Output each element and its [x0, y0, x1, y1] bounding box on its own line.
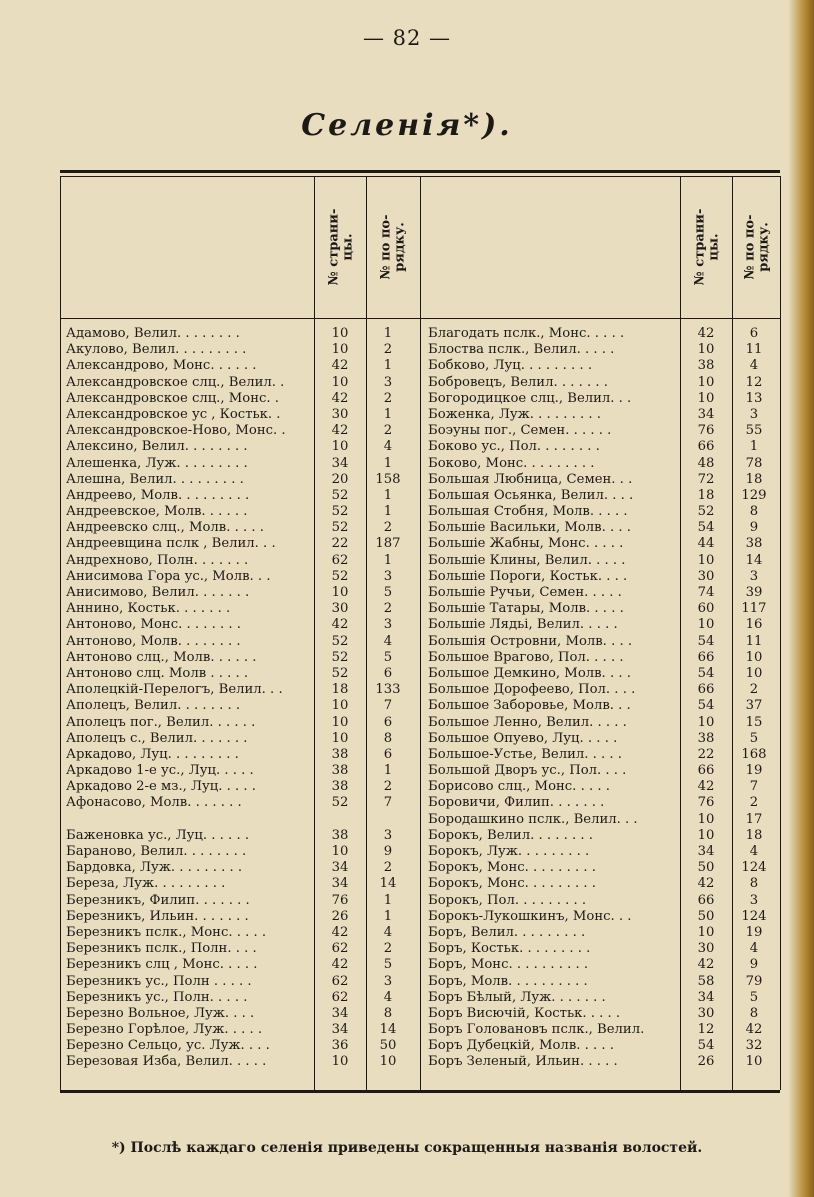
left-entry-name: Антоново, Молв. . . . . . . .	[66, 633, 241, 649]
right-entry-num: 19	[745, 924, 763, 940]
right-entry-name: Боково ус., Пол. . . . . . . .	[428, 439, 600, 455]
right-entry-name: Боръ, Костьк. . . . . . . . .	[428, 941, 591, 957]
right-entry-page: 10	[697, 827, 715, 843]
left-entry-page: 10	[331, 1054, 349, 1070]
left-entry-name: Анисимова Гора ус., Молв. . .	[66, 568, 271, 584]
right-entry-num: 124	[741, 860, 767, 876]
right-entry-page: 10	[697, 714, 715, 730]
left-entry-page: 22	[331, 536, 349, 552]
right-entry-num: 14	[745, 552, 763, 568]
left-entry-name: Березникъ ус., Полн . . . . .	[66, 973, 252, 989]
left-entry-name: Березникъ, Ильин. . . . . . .	[66, 908, 249, 924]
left-entry-page: 34	[331, 1005, 349, 1021]
right-entry-num: 37	[745, 698, 763, 714]
right-entry-page: 30	[697, 941, 715, 957]
header-page-right-text: № страни- цы.	[692, 208, 722, 286]
left-entry-num: 50	[379, 1038, 397, 1054]
header-order-left	[378, 182, 408, 312]
right-entry-num: 10	[745, 1054, 763, 1070]
left-entry-page: 18	[331, 682, 349, 698]
right-entry-num: 17	[745, 811, 763, 827]
left-entry-page	[314, 812, 366, 828]
table-border-right	[780, 176, 781, 1090]
right-entry-name: Большая Любница, Семен. . .	[428, 471, 633, 487]
left-entry-num: 3	[383, 827, 393, 843]
left-entry-num: 2	[383, 941, 393, 957]
right-entry-page: 38	[697, 730, 715, 746]
left-entry-page: 52	[331, 487, 349, 503]
right-entry-name: Богородицкое слц., Велил. . .	[428, 390, 632, 406]
left-entry-name: Андреево, Молв. . . . . . . . .	[66, 487, 250, 503]
left-entry-page: 52	[331, 504, 349, 520]
left-entry-name: Александровское ус , Костьк. .	[66, 406, 281, 422]
left-entry-num	[366, 812, 410, 828]
right-entry-page: 54	[697, 633, 715, 649]
left-entry-name: Аннино, Костьк. . . . . . .	[66, 601, 231, 617]
right-entry-name: Боръ Дубецкій, Молв. . . . .	[428, 1038, 614, 1054]
right-entry-name: Бобково, Луц. . . . . . . . .	[428, 358, 593, 374]
right-entry-name: Боръ, Велил. . . . . . . . .	[428, 924, 586, 940]
right-entry-num: 8	[749, 1005, 759, 1021]
left-entry-num: 3	[383, 973, 393, 989]
right-entry-page: 34	[697, 989, 715, 1005]
right-entry-page: 50	[697, 860, 715, 876]
table-center-divider	[420, 176, 421, 1090]
right-entry-num: 8	[749, 504, 759, 520]
footnote: *) Послѣ каждаго селенія приведены сокращенныя названія волостей.	[111, 1140, 703, 1156]
right-entry-num: 5	[749, 730, 759, 746]
left-entry-page: 20	[331, 471, 349, 487]
right-entry-name: Борисово слц., Монс. . . . .	[428, 779, 610, 795]
right-entry-name: Борокъ, Пол. . . . . . . . .	[428, 892, 587, 908]
right-entry-page: 42	[697, 779, 715, 795]
left-entry-num: 2	[383, 779, 393, 795]
left-entry-num: 3	[383, 374, 393, 390]
right-entry-num: 124	[741, 908, 767, 924]
right-entry-name: Большіе Жабны, Монс. . . . .	[428, 536, 624, 552]
right-entry-name: Бобровецъ, Велил. . . . . . .	[428, 374, 608, 390]
left-entry-page: 10	[331, 714, 349, 730]
right-entry-num: 2	[749, 682, 759, 698]
left-entry-num: 4	[383, 989, 393, 1005]
left-entry-num: 2	[383, 423, 393, 439]
left-entry-name: Березно Вольное, Луж. . . .	[66, 1005, 255, 1021]
left-entry-name: Аполецкій-Перелогъ, Велил. . .	[66, 682, 283, 698]
right-entry-num: 79	[745, 973, 763, 989]
right-entry-page: 42	[697, 876, 715, 892]
left-entry-name	[66, 812, 316, 828]
right-entry-num: 9	[749, 520, 759, 536]
left-entry-page: 52	[331, 795, 349, 811]
left-entry-num: 4	[383, 924, 393, 940]
header-page-left-text: № страни- цы.	[326, 208, 356, 286]
right-entry-name: Боръ Головановъ пслк., Велил.	[428, 1022, 645, 1038]
left-entry-page: 10	[331, 844, 349, 859]
top-rule	[60, 170, 780, 173]
left-entry-name: Аполецъ пог., Велил. . . . . .	[66, 714, 256, 730]
right-entry-page: 44	[697, 536, 715, 552]
right-entry-page: 10	[697, 342, 715, 358]
left-entry-num: 5	[383, 957, 393, 973]
left-entry-name: Алексино, Велил. . . . . . . .	[66, 439, 248, 455]
left-names-column	[66, 326, 316, 1071]
left-entry-page: 34	[331, 455, 349, 471]
left-entry-page: 42	[331, 390, 349, 406]
right-entry-name: Большое-Устье, Велил. . . . .	[428, 746, 622, 762]
right-entry-page: 54	[697, 698, 715, 714]
right-entry-page: 12	[697, 1022, 715, 1038]
left-entry-num: 7	[383, 698, 393, 714]
left-entry-name: Березникъ пслк., Монс. . . . .	[66, 924, 267, 940]
left-entry-num: 1	[383, 487, 393, 503]
left-entry-num: 158	[375, 471, 401, 487]
right-entry-page: 76	[697, 795, 715, 811]
left-entry-name: Александровское слц., Монс. .	[66, 390, 279, 406]
right-entry-num: 4	[749, 358, 759, 374]
right-entry-num: 8	[749, 876, 759, 892]
left-entry-num: 4	[383, 439, 393, 455]
left-entry-num: 6	[383, 746, 393, 762]
left-entry-page: 10	[331, 585, 349, 600]
right-entry-page: 42	[697, 957, 715, 973]
left-entry-num: 133	[375, 682, 401, 698]
right-entry-name: Боровичи, Филип. . . . . . .	[428, 795, 605, 811]
right-entry-name: Большіе Ручьи, Семен. . . . .	[428, 585, 622, 600]
left-entry-name: Алешенка, Луж. . . . . . . . .	[66, 455, 248, 471]
page-title: Селенія*).	[301, 108, 513, 143]
right-entry-page: 34	[697, 406, 715, 422]
left-entry-page: 38	[331, 763, 349, 779]
left-entry-name: Аполецъ, Велил. . . . . . . .	[66, 698, 241, 714]
right-entry-page: 54	[697, 665, 715, 681]
right-entry-page: 58	[697, 973, 715, 989]
left-entry-num: 1	[383, 552, 393, 568]
left-entry-num: 4	[383, 633, 393, 649]
left-entry-page: 38	[331, 827, 349, 843]
right-entry-num: 1	[749, 439, 759, 455]
right-entry-num: 78	[745, 455, 763, 471]
right-entry-name: Большое Заборовье, Молв. . .	[428, 698, 631, 714]
left-entry-page: 10	[331, 374, 349, 390]
left-entry-page: 38	[331, 746, 349, 762]
left-entry-num: 5	[383, 649, 393, 665]
right-entry-page: 54	[697, 1038, 715, 1054]
bottom-rule	[60, 1090, 780, 1093]
left-entry-name: Баженовка ус., Луц. . . . . .	[66, 827, 250, 843]
left-entry-num: 14	[379, 1022, 397, 1038]
left-entry-name: Березникъ, Филип. . . . . . .	[66, 892, 250, 908]
left-entry-name: Бараново, Велил. . . . . . . .	[66, 844, 247, 859]
right-entry-page: 10	[697, 552, 715, 568]
left-entry-name: Антоново, Монс. . . . . . . .	[66, 617, 241, 633]
left-entry-num: 5	[383, 585, 393, 600]
left-entry-num: 187	[375, 536, 401, 552]
page-number: — 82 —	[362, 26, 452, 50]
right-entry-name: Боково, Монс. . . . . . . . .	[428, 455, 595, 471]
right-entry-num: 2	[749, 795, 759, 811]
left-entry-num: 6	[383, 714, 393, 730]
header-order-right	[742, 182, 772, 312]
left-order-column	[366, 326, 410, 1071]
right-entry-page: 54	[697, 520, 715, 536]
left-entry-name: Аркадово, Луц. . . . . . . . .	[66, 746, 239, 762]
right-entry-name: Боръ Висючій, Костьк. . . . .	[428, 1005, 621, 1021]
right-entry-page: 66	[697, 439, 715, 455]
right-entry-num: 16	[745, 617, 763, 633]
left-entry-page: 52	[331, 649, 349, 665]
right-entry-num: 3	[749, 892, 759, 908]
right-entry-num: 42	[745, 1022, 763, 1038]
right-entry-num: 9	[749, 957, 759, 973]
right-entry-num: 19	[745, 763, 763, 779]
left-entry-num: 6	[383, 665, 393, 681]
left-entry-name: Андреевское, Молв. . . . . .	[66, 504, 248, 520]
left-entry-name: Березникъ пслк., Полн. . . .	[66, 941, 257, 957]
right-entry-name: Большой Дворъ ус., Пол. . . .	[428, 763, 627, 779]
left-entry-name: Адамово, Велил. . . . . . . .	[66, 326, 240, 341]
right-entry-num: 15	[745, 714, 763, 730]
right-entry-name: Боръ, Молв. . . . . . . . . .	[428, 973, 588, 989]
left-entry-page: 30	[331, 406, 349, 422]
right-entry-name: Борокъ, Луж. . . . . . . . .	[428, 844, 590, 859]
right-entry-num: 7	[749, 779, 759, 795]
right-entry-num: 12	[745, 374, 763, 390]
left-entry-num: 3	[383, 617, 393, 633]
header-page-left	[326, 182, 356, 312]
left-entry-page: 30	[331, 601, 349, 617]
right-entry-num: 39	[745, 585, 763, 600]
left-entry-page: 10	[331, 698, 349, 714]
right-entry-page: 66	[697, 649, 715, 665]
right-entry-page: 34	[697, 844, 715, 859]
left-entry-page: 52	[331, 568, 349, 584]
right-entry-page: 18	[697, 487, 715, 503]
right-entry-name: Борокъ, Монс. . . . . . . . .	[428, 860, 596, 876]
right-entry-page: 66	[697, 892, 715, 908]
left-entry-name: Бардовка, Луж. . . . . . . . .	[66, 860, 243, 876]
left-entry-page: 42	[331, 957, 349, 973]
right-entry-page: 10	[697, 390, 715, 406]
right-entry-page: 48	[697, 455, 715, 471]
right-entry-name: Большая Стобня, Молв. . . . .	[428, 504, 628, 520]
left-entry-num: 1	[383, 326, 393, 341]
right-entry-page: 10	[697, 374, 715, 390]
left-entry-num: 3	[383, 568, 393, 584]
right-entry-name: Борокъ, Монс. . . . . . . . .	[428, 876, 596, 892]
left-entry-page: 42	[331, 423, 349, 439]
right-entry-page: 10	[697, 811, 715, 827]
table-border-left	[60, 176, 61, 1090]
right-entry-name: Благодать пслк., Монс. . . . .	[428, 326, 625, 341]
left-entry-num: 2	[383, 520, 393, 536]
right-entry-num: 4	[749, 844, 759, 859]
right-entry-num: 10	[745, 649, 763, 665]
left-entry-page: 38	[331, 779, 349, 795]
right-entry-name: Большіе Клины, Велил. . . . .	[428, 552, 626, 568]
header-page-right	[692, 182, 722, 312]
right-entry-name: Большіе Пороги, Костьк. . . .	[428, 568, 628, 584]
left-entry-name: Акулово, Велил. . . . . . . . .	[66, 342, 247, 358]
right-entry-num: 3	[749, 406, 759, 422]
left-entry-num: 8	[383, 1005, 393, 1021]
right-entry-name: Большое Дорофеево, Пол. . . .	[428, 682, 636, 698]
right-entry-name: Большіе Васильки, Молв. . . .	[428, 520, 631, 536]
left-entry-num: 1	[383, 504, 393, 520]
left-entry-page: 10	[331, 730, 349, 746]
left-entry-num: 1	[383, 763, 393, 779]
left-entry-page: 52	[331, 665, 349, 681]
left-entry-page: 42	[331, 617, 349, 633]
left-entry-page: 36	[331, 1038, 349, 1054]
left-entry-num: 1	[383, 908, 393, 924]
left-entry-name: Березовая Изба, Велил. . . . .	[66, 1054, 267, 1070]
left-entry-num: 9	[383, 844, 393, 859]
right-entry-page: 66	[697, 682, 715, 698]
left-entry-page: 62	[331, 973, 349, 989]
right-entry-num: 5	[749, 989, 759, 1005]
left-entry-page: 10	[331, 326, 349, 341]
right-entry-num: 32	[745, 1038, 763, 1054]
left-entry-name: Антоново слц. Молв . . . . .	[66, 665, 249, 681]
left-pages-column	[314, 326, 366, 1071]
right-entry-page: 42	[697, 326, 715, 341]
right-entry-num: 3	[749, 568, 759, 584]
left-entry-num: 2	[383, 390, 393, 406]
right-entry-num: 18	[745, 827, 763, 843]
left-entry-num: 14	[379, 876, 397, 892]
right-entry-name: Блоства пслк., Велил. . . . .	[428, 342, 615, 358]
right-entry-name: Борокъ-Лукошкинъ, Монс. . .	[428, 908, 632, 924]
right-pages-column	[680, 326, 732, 1071]
left-entry-page: 42	[331, 924, 349, 940]
left-entry-name: Береза, Луж. . . . . . . . .	[66, 876, 226, 892]
left-entry-name: Березно Горѣлое, Луж. . . . .	[66, 1022, 263, 1038]
right-entry-num: 10	[745, 665, 763, 681]
left-entry-num: 1	[383, 892, 393, 908]
left-entry-name: Антоново слц., Молв. . . . . .	[66, 649, 257, 665]
right-entry-name: Большое Опуево, Луц. . . . .	[428, 730, 618, 746]
right-entry-num: 11	[745, 342, 763, 358]
left-entry-page: 26	[331, 908, 349, 924]
left-entry-name: Анисимово, Велил. . . . . . .	[66, 585, 250, 600]
right-entry-name: Боэуны пог., Семен. . . . . .	[428, 423, 612, 439]
left-entry-page: 34	[331, 876, 349, 892]
right-entry-page: 22	[697, 746, 715, 762]
left-entry-page: 34	[331, 1022, 349, 1038]
left-entry-page: 62	[331, 989, 349, 1005]
right-entry-page: 30	[697, 568, 715, 584]
right-entry-page: 66	[697, 763, 715, 779]
right-entry-page: 30	[697, 1005, 715, 1021]
left-entry-num: 7	[383, 795, 393, 811]
right-entry-page: 74	[697, 585, 715, 600]
left-entry-page: 76	[331, 892, 349, 908]
left-entry-name: Андреевщина пслк , Велил. . .	[66, 536, 276, 552]
right-entry-page: 76	[697, 423, 715, 439]
left-entry-page: 10	[331, 342, 349, 358]
left-entry-page: 62	[331, 552, 349, 568]
header-order-left-text: № по по- рядку.	[378, 214, 408, 280]
right-entry-name: Боръ Бѣлый, Луж. . . . . . .	[428, 989, 606, 1005]
right-entry-page: 38	[697, 358, 715, 374]
left-entry-name: Алешна, Велил. . . . . . . . .	[66, 471, 244, 487]
right-entry-num: 13	[745, 390, 763, 406]
left-entry-page: 10	[331, 439, 349, 455]
left-entry-page: 42	[331, 358, 349, 374]
left-entry-name: Аркадово 2-е мз., Луц. . . . .	[66, 779, 256, 795]
left-entry-name: Афонасово, Молв. . . . . . .	[66, 795, 242, 811]
right-entry-num: 55	[745, 423, 763, 439]
right-entry-page: 52	[697, 504, 715, 520]
left-entry-num: 2	[383, 342, 393, 358]
right-entry-page: 72	[697, 471, 715, 487]
right-entry-name: Борокъ, Велил. . . . . . . .	[428, 827, 593, 843]
right-entry-num: 117	[741, 601, 767, 617]
left-entry-name: Березникъ слц , Монс. . . . .	[66, 957, 258, 973]
left-entry-num: 8	[383, 730, 393, 746]
left-entry-num: 10	[379, 1054, 397, 1070]
left-entry-name: Аркадово 1-е ус., Луц. . . . .	[66, 763, 254, 779]
right-entry-name: Бородашкино пслк., Велил. . .	[428, 811, 638, 827]
header-order-right-text: № по по- рядку.	[742, 214, 772, 280]
left-entry-name: Александрово, Монс. . . . . .	[66, 358, 257, 374]
right-entry-num: 4	[749, 941, 759, 957]
right-entry-name: Большое Ленно, Велил. . . . .	[428, 714, 627, 730]
left-entry-name: Березникъ ус., Полн. . . . .	[66, 989, 248, 1005]
right-entry-num: 18	[745, 471, 763, 487]
right-entry-page: 10	[697, 924, 715, 940]
right-entry-num: 129	[741, 487, 767, 503]
left-entry-name: Андреевско слц., Молв. . . . .	[66, 520, 264, 536]
left-entry-page: 62	[331, 941, 349, 957]
left-entry-name: Березно Сельцо, ус. Луж. . . .	[66, 1038, 270, 1054]
right-entry-name: Большіе Татары, Молв. . . . .	[428, 601, 624, 617]
right-entry-name: Большое Демкино, Молв. . . .	[428, 665, 631, 681]
left-entry-name: Александровское слц., Велил. .	[66, 374, 285, 390]
right-entry-page: 10	[697, 617, 715, 633]
right-entry-page: 50	[697, 908, 715, 924]
right-entry-num: 11	[745, 633, 763, 649]
left-entry-num: 1	[383, 455, 393, 471]
right-entry-name: Боръ, Монс. . . . . . . . . .	[428, 957, 589, 973]
left-entry-num: 2	[383, 601, 393, 617]
right-order-column	[732, 326, 776, 1071]
left-entry-name: Александровское-Ново, Монс. .	[66, 423, 286, 439]
right-entry-name: Боженка, Луж. . . . . . . . .	[428, 406, 602, 422]
right-entry-name: Большія Островни, Молв. . . .	[428, 633, 633, 649]
left-entry-page: 34	[331, 860, 349, 876]
right-entry-num: 6	[749, 326, 759, 341]
left-entry-name: Андрехново, Полн. . . . . . .	[66, 552, 249, 568]
left-entry-num: 2	[383, 860, 393, 876]
right-entry-page: 26	[697, 1054, 715, 1070]
left-entry-num: 1	[383, 358, 393, 374]
left-entry-num: 1	[383, 406, 393, 422]
page-edge	[788, 0, 814, 1197]
right-entry-name: Большая Осьянка, Велил. . . .	[428, 487, 634, 503]
right-names-column	[428, 326, 678, 1071]
right-entry-name: Большіе Лядьі, Велил. . . . .	[428, 617, 618, 633]
left-entry-name: Аполецъ с., Велил. . . . . . .	[66, 730, 248, 746]
right-entry-name: Большое Врагово, Пол. . . . .	[428, 649, 624, 665]
right-entry-name: Боръ Зеленый, Ильин. . . . .	[428, 1054, 618, 1070]
right-entry-num: 168	[741, 746, 767, 762]
left-entry-page: 52	[331, 520, 349, 536]
right-entry-num: 38	[745, 536, 763, 552]
left-entry-page: 52	[331, 633, 349, 649]
right-entry-page: 60	[697, 601, 715, 617]
